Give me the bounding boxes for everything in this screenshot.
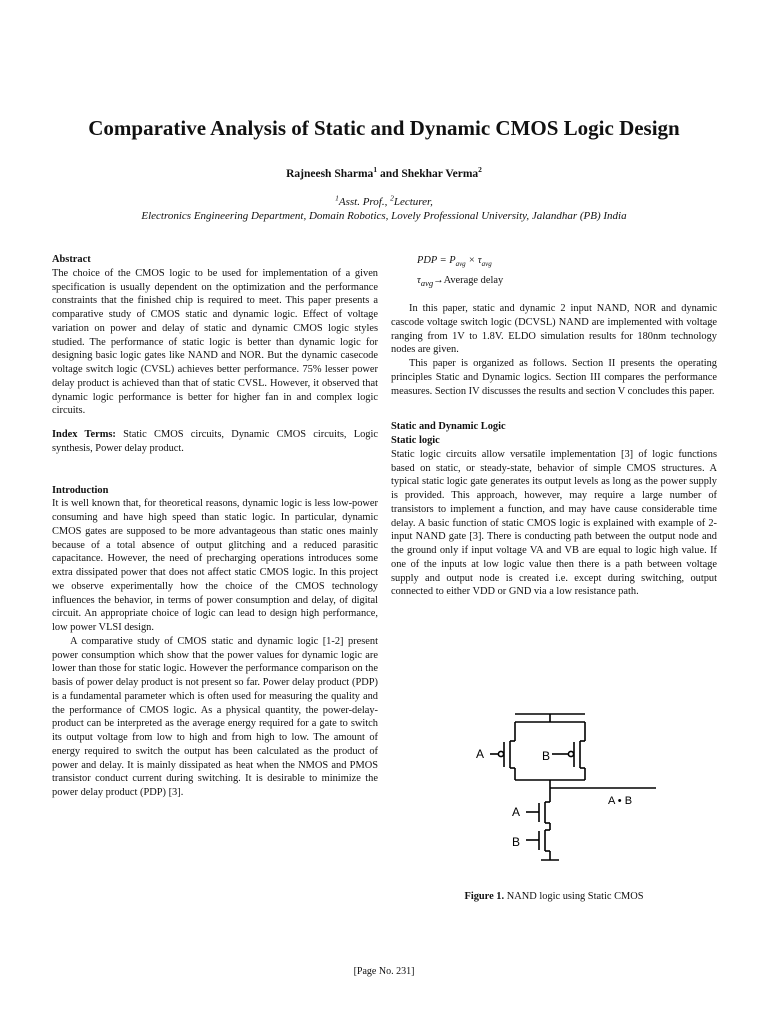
affiliation <box>0 195 768 223</box>
nand-circuit-figure <box>470 708 660 868</box>
equation-p-sub: avg <box>455 260 466 269</box>
col2-paragraph-1: In this paper, static and dynamic 2 input NAND, NOR and dynamic cascode voltage switch logic (DCVSL) NAND are implemented with voltage ranging from 1V to 1.8V. ELDO simulation results for 180nm technology nodes are given. <box>391 303 717 356</box>
author-2: Shekhar Verma <box>401 168 479 180</box>
role-1: Asst. Prof., <box>338 196 391 208</box>
author-line <box>0 165 768 180</box>
equation-times: × τ <box>465 255 482 266</box>
introduction-paragraph-1: It is well known that, for theoretical reasons, dynamic logic is less low-power consuming and have high speed than static logic. In particular, dynamic CMOS gates are supposed to be more advantageous than static ones mainly because of a total absence of output glitching and a reduced parasitic capacitance. However, the need of precharging operations introduces some extra dissipated power that does not affect static CMOS logic. In this project we observe experimentally how the choice of the CMOS technology influences the behavior, in terms of power consumption and delay, of digital circuit. An appropriate choice of logic can lead to design high performance, low power VLSI design. <box>52 498 378 633</box>
affiliation-institution: Electronics Engineering Department, Domain Robotics, Lovely Professional University, Jalandhar (PB) India <box>141 210 627 222</box>
author-1-sup: 1 <box>373 165 378 175</box>
col2-paragraph-3: Static logic circuits allow versatile implementation [3] of logic functions based on static, or steady-state, behavior of simple CMOS structures. A typical static logic gate generates its output levels as long as the power supply is provided. This approach, however, may require a large number of transistors to implement a function, and may have cause considerable time delay. A basic function of static CMOS logic is explained with example of 2- input NAND gate [3]. There is conducting path between the output node and the ground only if input voltage VA and VB are equal to logic high value. If one of the inputs at low logic value then there is a path between voltage supply and output node is created i.e. except during switching, output connected to either VDD or GND via a low resistance path. <box>391 448 717 598</box>
tau-description: →Average delay <box>433 275 504 286</box>
introduction-paragraph-2: A comparative study of CMOS static and dynamic logic [1-2] present power consumption which show that the power values for dynamic logic are lower than those for static logic. However the performance comparison on the basis of power delay product is not present so far. Power delay product (PDP) is a fundamental parameter which is often used for measuring the quality and the performance of CMOS logic. As a physical quantity, the power-delay-product can be interpreted as the average energy required for a gate to switch its output voltage from low to high and from high to low. The amount of energy required to switch the output has been calculated as the product of power and delay. It is mainly dissipated as heat when the NMOS and PMOS transistor conduct current during switching. It is desirable to minimize the power delay product (PDP) [3]. <box>52 635 378 798</box>
label-a-bottom: A <box>512 805 521 819</box>
tau-sub: avg <box>420 278 434 289</box>
tau-symbol: τ <box>417 275 421 286</box>
author-1: Rajneesh Sharma <box>286 168 374 180</box>
equation-tau-sub: avg <box>481 260 492 269</box>
section-heading: Static and Dynamic Logic <box>391 421 506 433</box>
tau-definition <box>391 274 717 294</box>
right-column <box>391 254 717 599</box>
figure-caption-text: NAND logic using Static CMOS <box>504 891 644 902</box>
label-a-top: A <box>476 747 485 761</box>
label-b-top: B <box>542 749 551 763</box>
abstract-text: The choice of the CMOS logic to be used for implementation of a given specification is usually dependent on the optimization and the performance constraints that the finished chip is required to meet. This paper presents a comparative study of CMOS static and dynamic logic. Effect of voltage variation on power and delay of static and dynamic CMOS logic styles studied. The performance of static logic is better than dynamic logic for designing basic logic gates like NAND and NOR. But the dynamic casecode voltage switch logic (CVSL) achieves better performance. 75% lesser power delay product is achieved than that of static CVSL. However, it observed that dynamic logic performance is better for higher fan in and complex logic circuits. <box>52 267 378 417</box>
subsection-heading: Static logic <box>391 435 440 446</box>
paper-title: Comparative Analysis of Static and Dynamic CMOS Logic Design <box>88 116 680 140</box>
role-1-sup: 1 <box>335 193 339 203</box>
label-output: A • B <box>608 795 633 807</box>
figure-caption-label: Figure 1. <box>464 891 505 902</box>
author-conjunction: and <box>377 168 402 180</box>
label-b-bottom: B <box>512 835 521 849</box>
role-2-sup: 2 <box>390 193 394 203</box>
col2-paragraph-2: This paper is organized as follows. Section II presents the operating principles Static and Dynamic logics. Section III compares the performance measures. Section IV discusses the results and section V concludes this paper. <box>391 358 717 397</box>
role-2: Lecturer, <box>393 196 433 208</box>
introduction-heading: Introduction <box>52 484 109 496</box>
page-number: [Page No. 231] <box>353 966 415 977</box>
equation-lhs: PDP = P <box>417 255 456 266</box>
figure-caption <box>391 891 717 902</box>
index-terms <box>52 428 378 456</box>
author-2-sup: 2 <box>478 165 482 175</box>
affiliation-roles <box>0 195 768 209</box>
left-column <box>52 253 378 800</box>
pdp-equation <box>391 254 717 274</box>
index-terms-label: Index Terms: <box>52 429 116 440</box>
index-terms-text: Static CMOS circuits, Dynamic CMOS circuits, Logic synthesis, Power delay product. <box>52 429 378 454</box>
abstract-heading: Abstract <box>52 254 91 265</box>
